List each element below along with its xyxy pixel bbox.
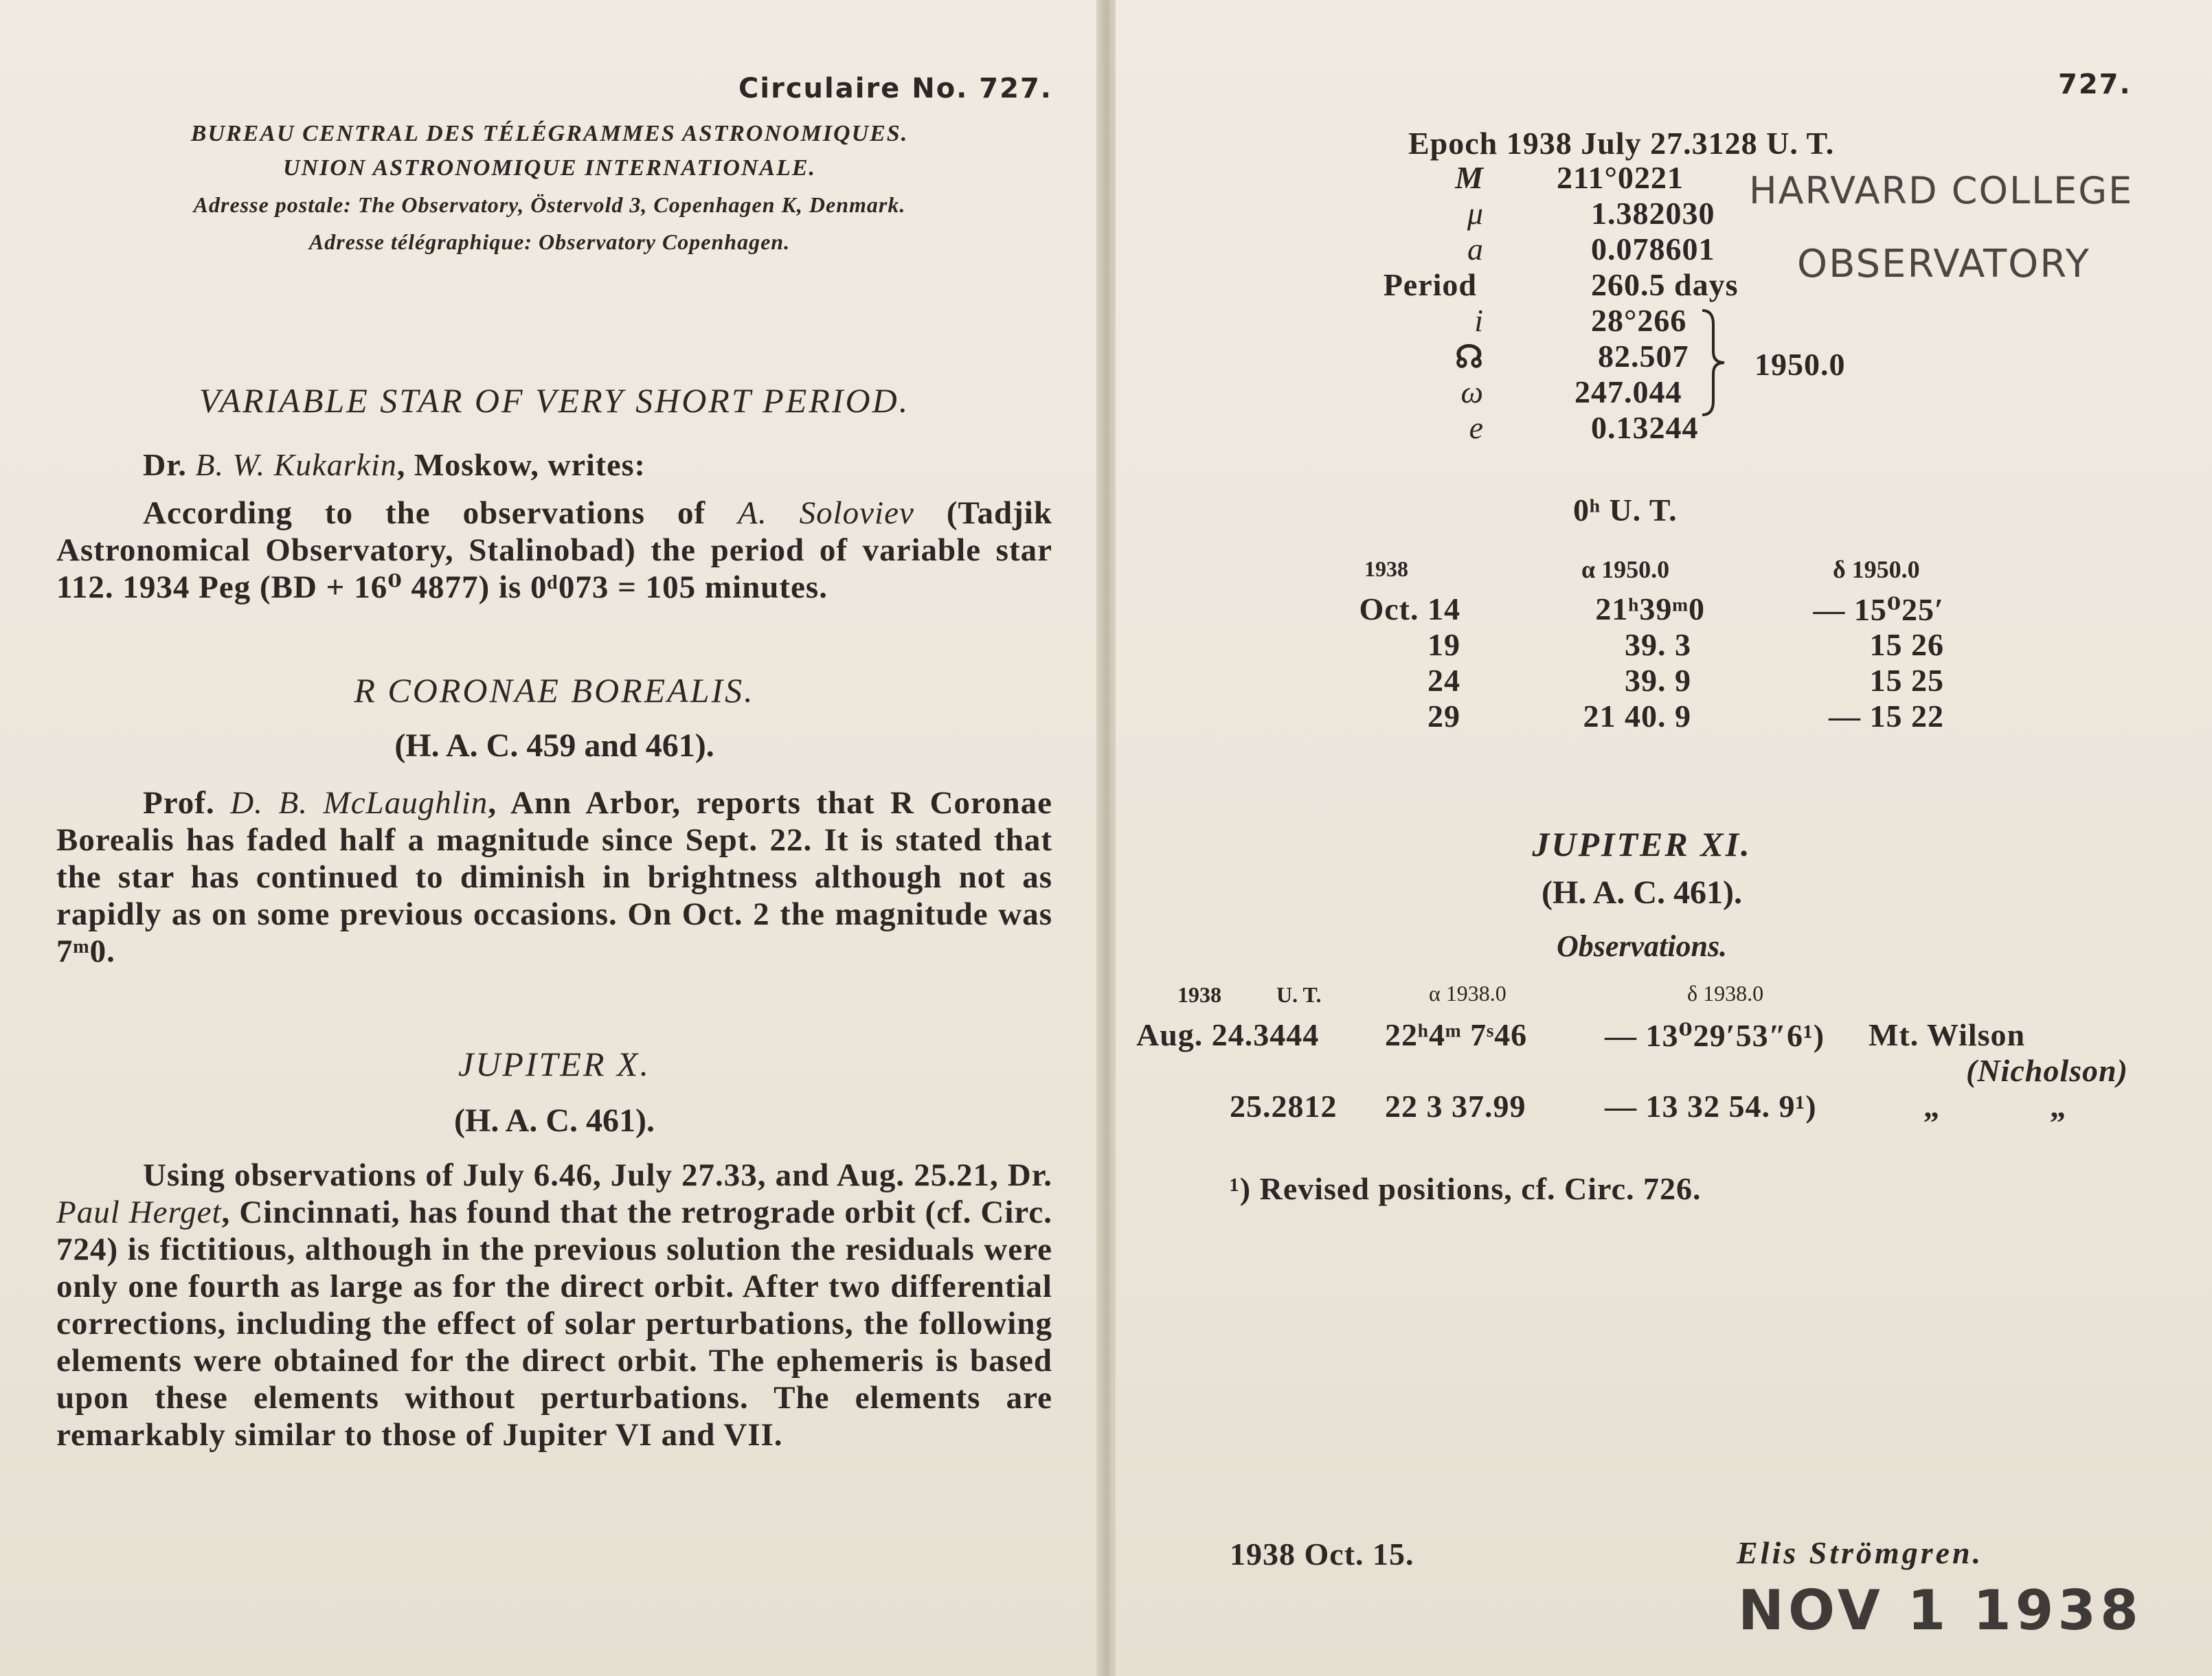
element-symbol: ☊ — [1455, 339, 1484, 374]
page-number: 727. — [2058, 69, 2132, 100]
ephemeris-col-ra: α 1950.0 — [1581, 556, 1670, 583]
section-title-variable-star: VARIABLE STAR OF VERY SHORT PERIOD. — [199, 381, 910, 420]
obs-observer: (Nicholson) — [1966, 1053, 2128, 1088]
element-value: 28°266 — [1591, 303, 1687, 338]
element-value: 247.044 — [1575, 374, 1682, 409]
element-symbol: ω — [1460, 374, 1484, 409]
element-symbol: i — [1474, 303, 1484, 338]
circular-number: Circulaire No. 727. — [738, 73, 1052, 104]
ephemeris-date: 19 — [1427, 627, 1460, 662]
ephemeris-ra: 21ʰ39ᵐ0 — [1595, 591, 1705, 626]
ephemeris-date: 29 — [1427, 699, 1460, 734]
obs-ditto-mark: „ — [1923, 1089, 1940, 1124]
obs-date: Aug. 24.3444 — [1136, 1017, 1320, 1052]
date-line: 1938 Oct. 15. — [1230, 1537, 1414, 1572]
received-date-stamp: NOV 1 1938 — [1738, 1578, 2143, 1642]
r-coronae-paragraph: Prof. D. B. McLaughlin, Ann Arbor, reports that R Coronae Borealis has faded half a magnitude since Sept. 22. It is stated that the star has continued to diminish in brightness although not as rapidly as on some previous occasions. On Oct. 2 the magnitude was 7ᵐ0. — [56, 785, 1052, 969]
r-coronae-hac: (H. A. C. 459 and 461). — [394, 727, 714, 764]
variable-star-paragraph: According to the observations of A. Soloviev (Tadjik Astronomical Observatory, Stalinobad) the period of variable star 112. 1934 Peg (BD + 16⁰ 4877) is 0ᵈ073 = 105 minutes. — [56, 495, 1052, 605]
ephemeris-ra: 39. 9 — [1625, 663, 1691, 698]
ephemeris-col-dec: δ 1950.0 — [1833, 556, 1920, 583]
obs-observatory: Mt. Wilson — [1869, 1017, 2026, 1052]
ephemeris-dec: 15 26 — [1869, 627, 1944, 662]
ephemeris-dec: — 15 22 — [1829, 699, 1944, 734]
union-header: UNION ASTRONOMIQUE INTERNATIONALE. — [282, 155, 817, 181]
element-value: 211°0221 — [1557, 160, 1684, 195]
telegraphic-address: Adresse télégraphique: Observatory Copenhagen. — [308, 229, 791, 254]
footnote: ¹) Revised positions, cf. Circ. 726. — [1230, 1171, 1702, 1206]
harvard-stamp-line1: HARVARD COLLEGE — [1749, 169, 2134, 212]
ephemeris-col-year: 1938 — [1364, 556, 1408, 581]
obs-ra: 22 3 37.99 — [1385, 1089, 1526, 1124]
postal-address: Adresse postale: The Observatory, Östervold 3, Copenhagen K, Denmark. — [193, 192, 906, 217]
element-value: 0.13244 — [1591, 410, 1699, 445]
element-symbol: e — [1469, 410, 1484, 445]
obs-col-year: 1938 — [1177, 982, 1221, 1007]
signature: Elis Strömgren. — [1737, 1535, 1984, 1570]
element-symbol: a — [1467, 231, 1484, 267]
element-value: 260.5 days — [1591, 267, 1739, 302]
equinox-brace — [1700, 308, 1727, 418]
ephemeris-heading: 0ʰ U. T. — [1573, 492, 1678, 528]
kukarkin-byline: Dr. B. W. Kukarkin, Moskow, writes: — [143, 447, 646, 482]
ephemeris-ra: 39. 3 — [1625, 627, 1691, 662]
jupiter-xi-hac: (H. A. C. 461). — [1542, 874, 1742, 911]
element-value: 82.507 — [1598, 339, 1689, 374]
obs-date: 25.2812 — [1230, 1089, 1338, 1124]
element-symbol: Period — [1383, 267, 1477, 302]
obs-col-ut: U. T. — [1276, 982, 1322, 1007]
obs-ra: 22ʰ4ᵐ 7ˢ46 — [1385, 1017, 1528, 1052]
obs-dec: — 13⁰29′53″6¹) — [1605, 1018, 1825, 1053]
element-value: 1.382030 — [1591, 196, 1715, 231]
obs-ditto-mark: „ — [2050, 1089, 2066, 1124]
jupiter-x-paragraph: Using observations of July 6.46, July 27.33, and Aug. 25.21, Dr. Paul Herget, Cincinnati, has found that the retrograde orbit (cf. Circ. 724) is fictitious, although in the previous solution the residuals were only one fourth as large as for the direct orbit. After two differential corrections, including the effect of solar perturbations, the following elements were obtained for the direct orbit. The ephemeris is based upon these elements without perturbations. The elements are remarkably similar to those of Jupiter VI and VII. — [56, 1157, 1053, 1453]
bureau-header: BUREAU CENTRAL DES TÉLÉGRAMMES ASTRONOMIQUES. — [190, 121, 909, 146]
equinox-label: 1950.0 — [1754, 347, 1846, 382]
element-symbol: M — [1455, 160, 1484, 195]
ephemeris-dec: — 15⁰25′ — [1813, 592, 1944, 627]
ephemeris-date: Oct. 14 — [1359, 591, 1460, 626]
observations-label: Observations. — [1556, 929, 1728, 963]
element-symbol: μ — [1467, 196, 1484, 231]
element-value: 0.078601 — [1591, 231, 1715, 267]
epoch-line: Epoch 1938 July 27.3128 U. T. — [1408, 126, 1835, 161]
obs-col-dec: δ 1938.0 — [1687, 981, 1764, 1006]
section-title-r-coronae: R CORONAE BOREALIS. — [354, 671, 755, 710]
ephemeris-dec: 15 25 — [1869, 663, 1944, 698]
jupiter-x-hac: (H. A. C. 461). — [454, 1102, 655, 1139]
section-title-jupiter-x: JUPITER X. — [458, 1045, 651, 1083]
ephemeris-ra: 21 40. 9 — [1583, 699, 1691, 734]
harvard-stamp-line2: OBSERVATORY — [1797, 242, 2090, 286]
obs-dec: — 13 32 54. 9¹) — [1605, 1089, 1817, 1124]
ephemeris-date: 24 — [1427, 663, 1460, 698]
obs-col-ra: α 1938.0 — [1429, 981, 1506, 1006]
section-title-jupiter-xi: JUPITER XI. — [1532, 825, 1752, 863]
